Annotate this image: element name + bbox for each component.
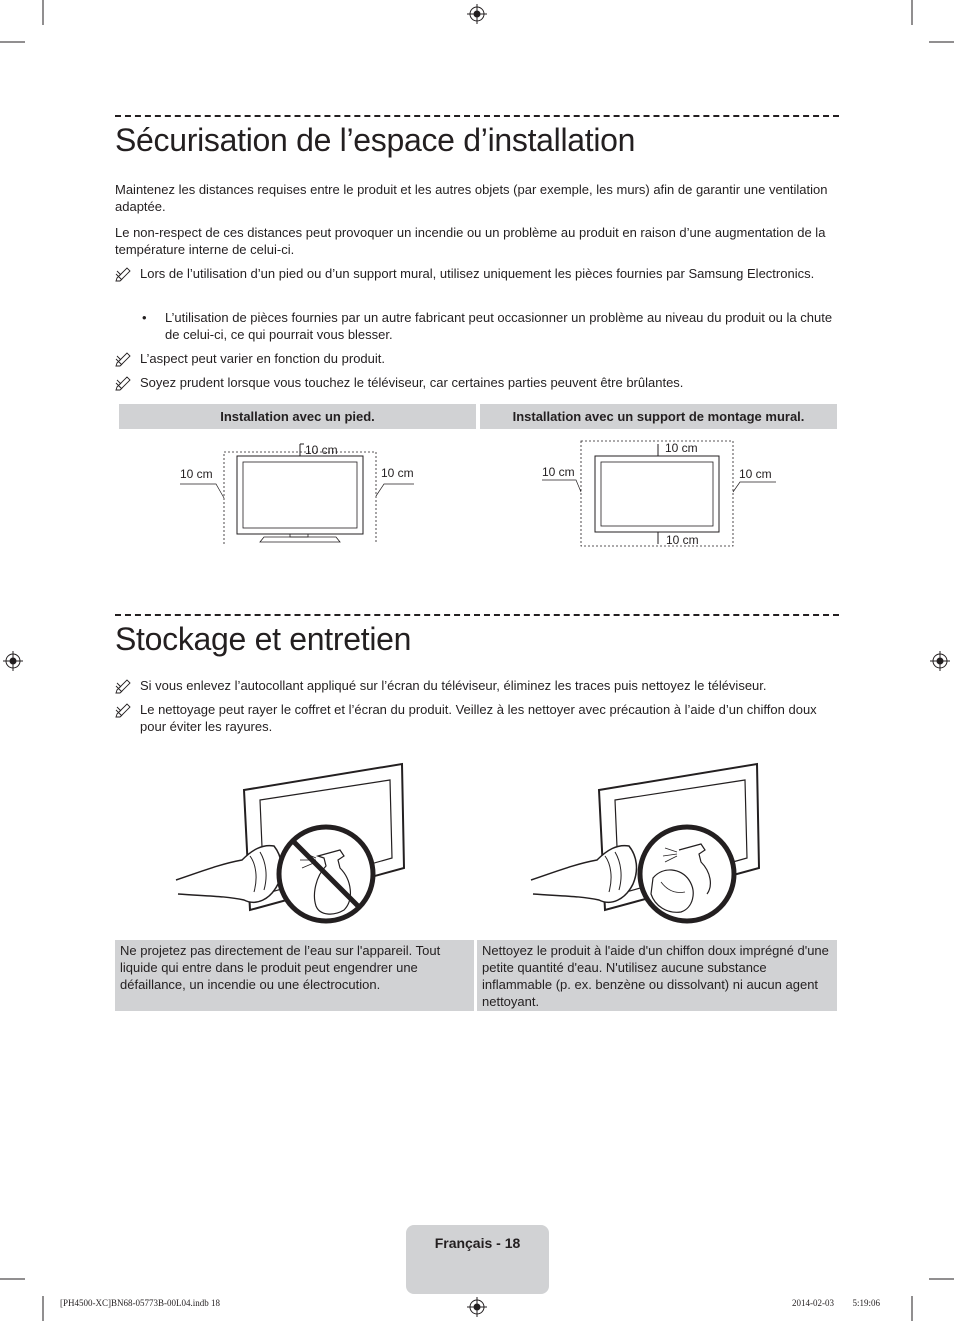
bullet-dot: • [142, 310, 147, 325]
clearance-label-top: 10 cm [665, 441, 698, 455]
note-pencil-icon [115, 677, 133, 694]
caption-no-spray: Ne projetez pas directement de l’eau sur l'appareil. Tout liquide qui entre dans le produit peut engendrer une défaillance, un incendie ou une électrocution. [115, 940, 474, 1011]
note-text: Le nettoyage peut rayer le coffret et l’écran du produit. Veillez à les nettoyer avec précaution à l’aide d’un chiffon doux pour éviter les rayures. [140, 702, 817, 734]
caption-cloth-cleaning: Nettoyez le produit à l'aide d'un chiffon doux imprégné d'une petite quantité d'eau. N'utilisez aucune substance inflammable (p. ex. benzène ou dissolvant) ni aucun agent nettoyant. [477, 940, 837, 1011]
note-item [115, 701, 839, 735]
note-item [115, 350, 839, 367]
clearance-label-right: 10 cm [739, 467, 772, 481]
registration-mark-icon [3, 651, 23, 671]
note-pencil-icon [115, 350, 133, 367]
note-text: Soyez prudent lorsque vous touchez le téléviseur, car certaines parties peuvent être brûlantes. [140, 375, 684, 390]
bullet-item [140, 309, 839, 343]
body-paragraph: Le non-respect de ces distances peut provoquer un incendie ou un problème au produit en raison d’une augmentation de la température interne de celui-ci. [115, 225, 826, 257]
note-pencil-icon [115, 701, 133, 718]
clearance-label-bottom: 10 cm [666, 533, 699, 547]
clearance-label-top: 10 cm [305, 443, 338, 457]
bullet-text: L’utilisation de pièces fournies par un autre fabricant peut occasionner un problème au niveau du produit ou la chute de celui-ci, ce qui pourrait vous blesser. [165, 310, 833, 342]
page-number: Français - 18 [434, 1235, 521, 1251]
registration-mark-icon [467, 4, 487, 24]
print-info-left: [PH4500-XC]BN68-05773B-00L04.indb 18 [60, 1298, 220, 1308]
section-divider [115, 614, 839, 616]
registration-mark-icon [930, 651, 950, 671]
clearance-label-left: 10 cm [180, 467, 213, 481]
print-info-right: 2014-02-03 ￿￿ 5:19:06 [792, 1298, 880, 1308]
registration-mark-icon [467, 1297, 487, 1317]
note-item [115, 265, 839, 282]
note-text: L’aspect peut varier en fonction du produit. [140, 351, 385, 366]
table-header-wall: Installation avec un support de montage mural. [480, 404, 837, 429]
section-divider [115, 115, 839, 117]
section-title: Stockage et entretien [115, 621, 412, 657]
note-item [115, 677, 839, 694]
note-pencil-icon [115, 265, 133, 282]
cloth-cleaning-illustration [525, 760, 765, 930]
note-text: Si vous enlevez l’autocollant appliqué sur l’écran du téléviseur, éliminez les traces puis nettoyez le téléviseur. [140, 678, 767, 693]
wall-mount-installation-diagram [540, 436, 780, 548]
note-pencil-icon [115, 374, 133, 391]
note-text: Lors de l’utilisation d’un pied ou d’un support mural, utilisez uniquement les pièces fournies par Samsung Electronics. [140, 266, 815, 281]
clearance-label-right: 10 cm [381, 466, 414, 480]
clearance-label-left: 10 cm [542, 465, 575, 479]
note-item [115, 374, 839, 391]
table-header-stand: Installation avec un pied. [119, 404, 476, 429]
section-title: Sécurisation de l’espace d’installation [115, 122, 636, 158]
body-paragraph: Maintenez les distances requises entre le produit et les autres objets (par exemple, les murs) afin de garantir une ventilation adaptée. [115, 182, 828, 214]
stand-installation-diagram [170, 436, 414, 548]
no-spray-illustration [170, 760, 410, 930]
